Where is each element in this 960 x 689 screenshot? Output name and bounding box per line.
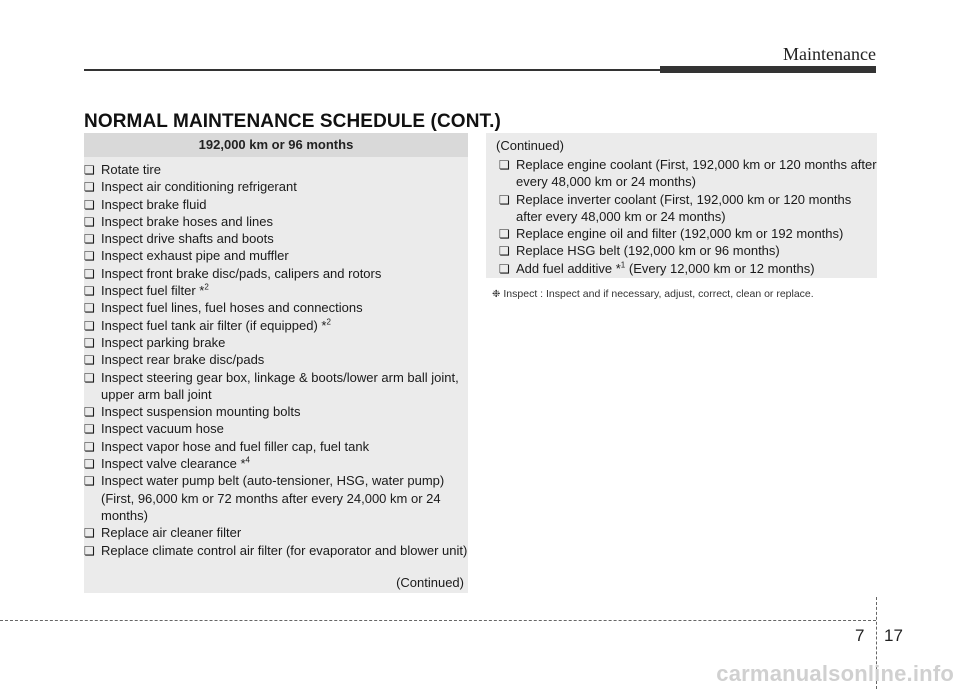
checkbox-icon: ❏ [84,301,95,316]
note-text: Inspect : Inspect and if necessary, adjust, correct, clean or replace. [503,288,814,300]
checklist-item-text: Replace climate control air filter (for evaporator and blower unit) [101,542,468,558]
checkbox-icon: ❏ [499,261,510,276]
checkbox-icon: ❏ [84,163,95,177]
checklist-item [84,230,468,247]
checklist-item-text: Inspect fuel lines, fuel hoses and connections [101,300,363,316]
watermark: carmanualsonline.info [716,661,954,686]
checkbox-icon: ❏ [499,192,510,207]
chapter-title: Maintenance [783,44,876,64]
checkbox-icon: ❏ [84,180,95,195]
checkbox-icon: ❏ [84,457,95,472]
checklist-item-text: Inspect exhaust pipe and muffler [101,248,289,264]
checkbox-icon: ❏ [84,318,95,333]
inspect-note [492,288,814,300]
checklist-item [84,317,468,334]
footnote-ref: 2 [326,317,331,327]
checklist-item [84,299,468,316]
checklist-item-text: Inspect brake fluid [101,196,207,212]
checklist-item [84,420,468,437]
page-number: 17 [884,626,903,645]
checklist-item [84,472,468,524]
checklist-item [84,524,468,541]
checklist-item-text: Inspect vacuum hose [101,421,224,437]
checklist-item [84,265,468,282]
continued-label-left: (Continued) [396,575,464,590]
checkbox-icon: ❏ [84,526,95,541]
checklist-item [84,178,468,195]
checklist-item [84,334,468,351]
checklist-item [84,351,468,368]
checkbox-icon: ❏ [84,214,95,229]
footnote-ref: 4 [245,455,250,465]
checkbox-icon: ❏ [84,439,95,454]
checklist-item [499,225,877,242]
header-rule-thin [84,69,660,71]
checklist-item-text: Replace inverter coolant (First, 192,000 km or 120 months after every 48,000 km or 24 months) [516,191,852,224]
checklist-item-text: Inspect fuel tank air filter (if equipped) * [101,317,327,333]
checklist-item-text: Replace engine oil and filter (192,000 km or 192 months) [516,226,844,242]
checklist-item-text: Inspect brake hoses and lines [101,213,273,229]
header-rule-thick [660,66,876,73]
checklist-item [84,369,468,404]
left-schedule-panel [84,133,468,593]
checkbox-icon: ❏ [499,227,510,242]
checkbox-icon: ❏ [84,543,95,558]
checklist-item [84,438,468,455]
footnote-ref: 1 [620,260,626,270]
checkbox-icon: ❏ [84,370,95,385]
chapter-number: 7 [855,626,865,645]
checklist-item [499,191,877,226]
checklist-item-text: Replace engine coolant (First, 192,000 km or 120 months after every 48,000 km or 24 months) [516,157,877,190]
checkbox-icon: ❏ [84,405,95,420]
checklist-item [84,542,468,559]
checkbox-icon: ❏ [499,158,510,172]
checkbox-icon: ❏ [84,197,95,212]
checklist-item [499,242,877,259]
checkbox-icon: ❏ [84,249,95,264]
checklist-item-text: Inspect front brake disc/pads, calipers and rotors [101,265,382,281]
continued-label-right: (Continued) [496,138,564,153]
footnote-ref: 2 [204,282,209,292]
checkbox-icon: ❏ [84,353,95,368]
checklist-item [499,260,877,277]
checkbox-icon: ❏ [84,335,95,350]
checklist-item-text: Inspect water pump belt (auto-tensioner, HSG, water pump) (First, 96,000 km or 72 months after every 24,000 km or 24 months) [101,473,445,523]
checklist-item [84,403,468,420]
section-title: NORMAL MAINTENANCE SCHEDULE (CONT.) [84,111,501,132]
checklist-item [84,161,468,178]
note-mark-icon: ❉ [492,289,501,300]
checkbox-icon: ❏ [499,244,510,259]
checkbox-icon: ❏ [84,266,95,281]
checkbox-icon: ❏ [84,284,95,299]
interval-header: 192,000 km or 96 months [84,133,468,157]
checklist-item-suffix: (Every 12,000 km or 12 months) [625,260,815,276]
right-item-list [486,154,877,277]
checklist-item-text: Replace HSG belt (192,000 km or 96 months) [516,243,780,259]
checklist-item [499,156,877,191]
checklist-item-text: Inspect suspension mounting bolts [101,404,301,420]
checklist-item-text: Inspect air conditioning refrigerant [101,179,297,195]
checklist-item [84,455,468,472]
checklist-item-text: Inspect fuel filter * [101,283,205,299]
checklist-item [84,196,468,213]
checkbox-icon: ❏ [84,474,95,489]
checklist-item-text: Add fuel additive * [516,260,621,276]
checklist-item-text: Replace air cleaner filter [101,525,242,541]
checklist-item [84,213,468,230]
checklist-item-text: Inspect drive shafts and boots [101,231,274,247]
checklist-item-text: Inspect rear brake disc/pads [101,352,265,368]
checklist-item-text: Inspect parking brake [101,334,226,350]
checkbox-icon: ❏ [84,422,95,437]
left-item-list [84,157,468,559]
right-schedule-panel [486,133,877,278]
footer-dashed-line [0,620,876,621]
checkbox-icon: ❏ [84,232,95,247]
checklist-item-text: Inspect vapor hose and fuel filler cap, fuel tank [101,438,370,454]
checklist-item [84,282,468,299]
checklist-item [84,247,468,264]
checklist-item-text: Rotate tire [101,162,161,177]
checklist-item-text: Inspect steering gear box, linkage & boots/lower arm ball joint, upper arm ball joint [101,369,459,402]
checklist-item-text: Inspect valve clearance * [101,456,246,472]
